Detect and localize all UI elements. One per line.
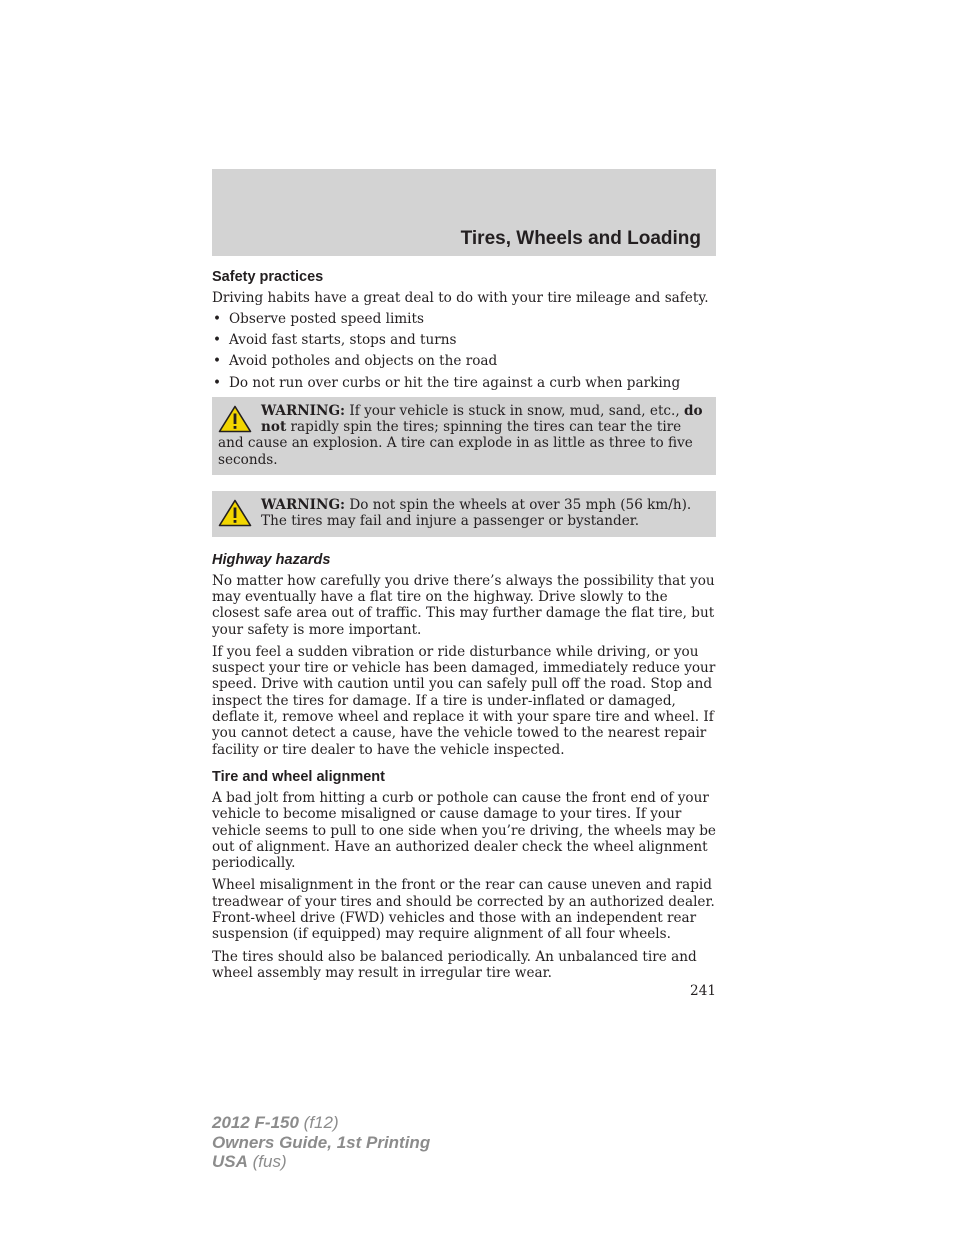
safety-practices-heading: Safety practices (212, 269, 324, 285)
warning-triangle-icon (218, 405, 252, 433)
alignment-paragraph-2: Wheel misalignment in the front or the rear can cause uneven and rapid treadwear of your tires and should be corrected by an authorized dealer. Front-wheel drive (FWD) vehicles and those with an independent rear suspension (if equipped) may require alignment of all four wheels. (212, 877, 715, 943)
alignment-paragraph-3: The tires should also be balanced periodically. An unbalanced tire and wheel assembly may result in irregular tire wear. (212, 948, 697, 981)
warning-triangle-icon (218, 499, 252, 527)
safety-bullet-list (212, 311, 716, 391)
page-number: 241 (690, 983, 716, 1000)
warning-text: If your vehicle is stuck in snow, mud, sand, etc., (345, 402, 684, 419)
footer-line-model (212, 1113, 430, 1133)
footer-market: USA (212, 1152, 248, 1171)
highway-paragraph-1: No matter how carefully you drive there’s always the possibility that you may eventually have a flat tire on the highway. Drive slowly to the closest safe area out of traffic. This may further damage the flat tire, but your safety is more important. (212, 572, 715, 638)
list-item: • Do not run over curbs or hit the tire against a curb when parking (212, 375, 716, 391)
footer-market-code: (fus) (247, 1152, 287, 1171)
footer-line-market (212, 1152, 430, 1172)
tire-wheel-alignment-heading: Tire and wheel alignment (212, 768, 385, 785)
footer-line-edition (212, 1133, 430, 1153)
document-footer (212, 1113, 430, 1172)
list-item: • Avoid potholes and objects on the road (212, 353, 716, 369)
list-item: • Avoid fast starts, stops and turns (212, 332, 716, 348)
alignment-paragraph-1: A bad jolt from hitting a curb or pothole can cause the front end of your vehicle to become misaligned or cause damage to your tires. If your vehicle seems to pull to one side when you’re driving, the wheels may be out of alignment. Have an authorized dealer check the wheel alignment periodically. (212, 789, 716, 872)
highway-paragraph-2: If you feel a sudden vibration or ride disturbance while driving, or you suspect your tire or vehicle has been damaged, immediately reduce your speed. Drive with caution until you can safely pull off the road. Stop and inspect the tires for damage. If a tire is under-inflated or damaged, deflate it, remove wheel and replace it with your spare tire and wheel. If you cannot detect a cause, have the vehicle towed to the nearest repair facility or tire dealer to have the vehicle inspected. (212, 643, 716, 758)
warning-label: WARNING: (261, 402, 346, 419)
safety-intro: Driving habits have a great deal to do with your tire mileage and safety. (212, 290, 709, 306)
chapter-title: Tires, Wheels and Loading (460, 228, 701, 249)
page-content (212, 267, 716, 1003)
footer-model: 2012 F-150 (212, 1113, 299, 1132)
page-number-row (212, 983, 716, 1003)
warning-box-wheel-speed (212, 491, 716, 537)
warning-text: rapidly spin the tires; spinning the tires can tear the tire and cause an explosion. A tire can explode in as little as three to five seconds. (218, 419, 693, 468)
warning-emphasis: do not (261, 402, 703, 436)
footer-edition: Owners Guide, 1st Printing (212, 1132, 431, 1152)
warning-label: WARNING: (261, 497, 346, 514)
warning-box-spin-tires (212, 397, 716, 475)
highway-hazards-heading: Highway hazards (212, 551, 331, 568)
footer-model-code: (f12) (298, 1113, 339, 1132)
list-item: • Observe posted speed limits (212, 311, 716, 327)
warning-text: Do not spin the wheels at over 35 mph (56 km/h). The tires may fail and injure a passenger or bystander. (261, 497, 692, 530)
chapter-header-band (212, 169, 716, 256)
